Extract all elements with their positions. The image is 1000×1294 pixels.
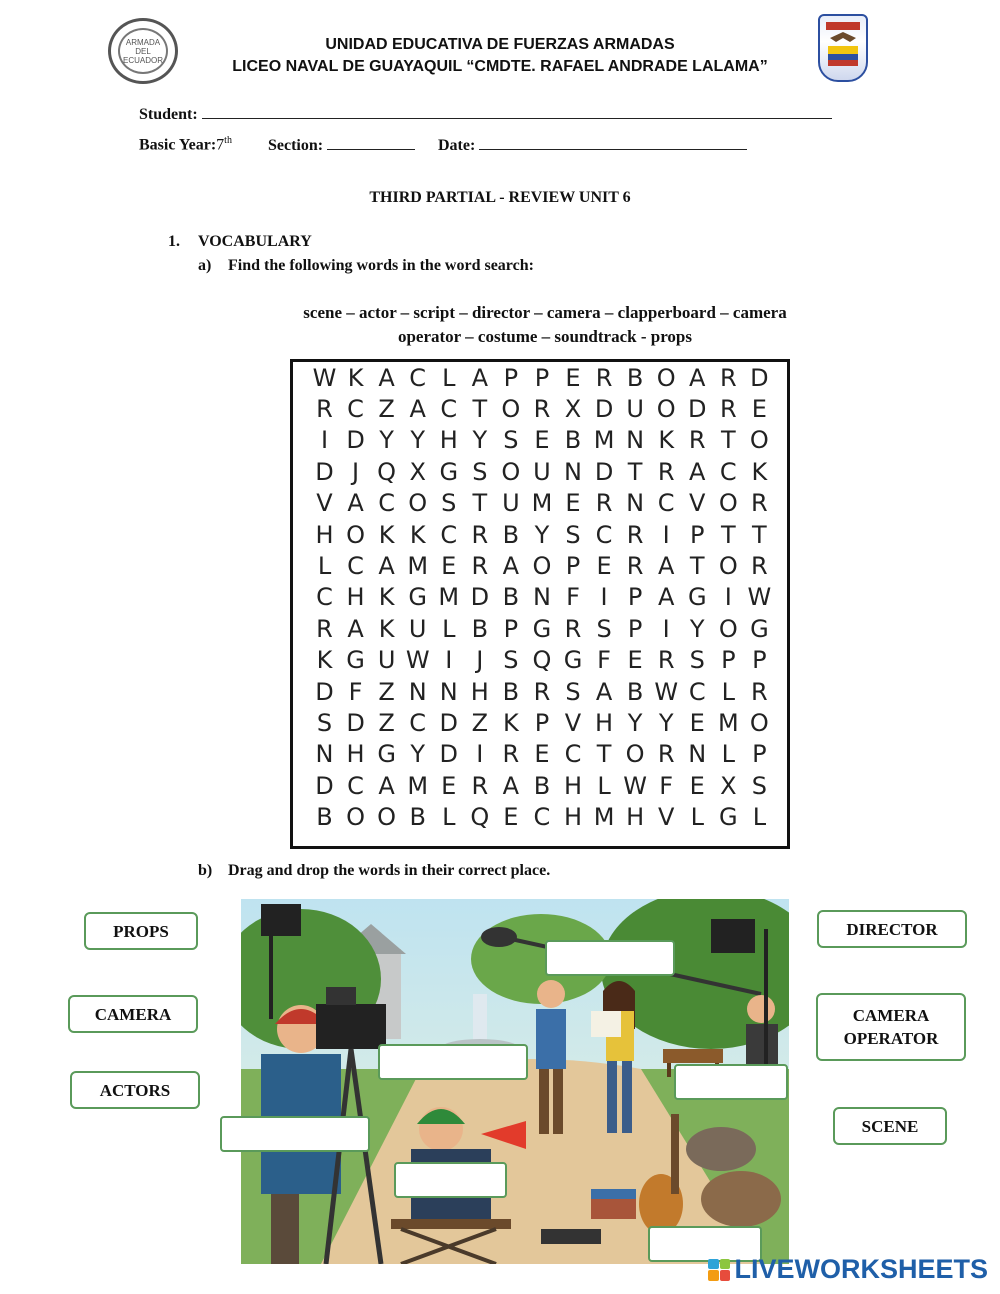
word-search-letter[interactable]: D xyxy=(315,771,334,800)
word-search-letter[interactable]: G xyxy=(346,646,365,675)
word-search-grid[interactable] xyxy=(290,359,790,849)
word-search-letter[interactable]: E xyxy=(503,803,519,832)
word-search-letter[interactable]: E xyxy=(689,708,705,737)
word-search-letter[interactable]: F xyxy=(659,771,674,800)
word-search-letter[interactable]: W xyxy=(312,363,337,392)
word-search-letter[interactable]: K xyxy=(316,646,333,675)
word-search-letter[interactable]: Y xyxy=(410,740,426,769)
school-name-line2: LICEO NAVAL DE GUAYAQUIL “CMDTE. RAFAEL ANDRADE LALAMA” xyxy=(232,58,768,75)
word-search-letter[interactable]: D xyxy=(315,457,334,486)
basic-year-label: Basic Year: xyxy=(139,136,217,154)
word-search-letter[interactable]: L xyxy=(317,552,332,581)
word-search-letter[interactable]: T xyxy=(752,520,767,549)
word-search-letter[interactable]: D xyxy=(688,395,707,424)
word-search-letter[interactable]: H xyxy=(563,771,583,800)
word-search-letter[interactable]: Y xyxy=(627,708,643,737)
word-search-row xyxy=(293,519,787,550)
word-search-row xyxy=(293,582,787,613)
word-search-letter[interactable]: C xyxy=(347,395,364,424)
crest-icon xyxy=(820,16,866,80)
word-search-letter[interactable]: C xyxy=(347,771,364,800)
word-search-letter[interactable]: R xyxy=(471,520,489,549)
word-search-letter[interactable]: N xyxy=(626,489,645,518)
school-crest-logo xyxy=(818,14,868,82)
word-search-letter[interactable]: H xyxy=(563,803,583,832)
section-number: 1. xyxy=(168,233,180,250)
word-search-letter[interactable]: G xyxy=(750,614,769,643)
word-search-letter[interactable]: H xyxy=(470,677,489,706)
date-field xyxy=(438,135,747,155)
word-search-letter[interactable]: H xyxy=(439,426,458,455)
word-search-letter[interactable]: O xyxy=(749,426,769,455)
word-search-letter[interactable]: R xyxy=(533,677,551,706)
word-search-letter[interactable]: W xyxy=(747,583,772,612)
word-search-row xyxy=(293,488,787,519)
word-search-letter[interactable]: C xyxy=(688,677,706,706)
word-search-letter[interactable]: R xyxy=(657,646,675,675)
word-search-letter[interactable]: O xyxy=(656,363,676,392)
word-search-row xyxy=(293,707,787,738)
drag-label-camera[interactable]: CAMERA xyxy=(68,995,198,1033)
word-search-letter[interactable]: R xyxy=(688,426,706,455)
page-title: THIRD PARTIAL - REVIEW UNIT 6 xyxy=(369,189,631,206)
word-search-letter[interactable]: L xyxy=(442,363,456,392)
word-search-letter[interactable]: N xyxy=(439,677,458,706)
word-search-letter[interactable]: C xyxy=(440,520,458,549)
word-search-letter[interactable]: G xyxy=(377,740,396,769)
word-search-letter[interactable]: Y xyxy=(689,614,705,643)
student-field xyxy=(139,104,832,124)
word-search-letter[interactable]: P xyxy=(503,363,519,392)
word-search-letter[interactable]: E xyxy=(751,395,767,424)
word-search-letter[interactable]: R xyxy=(316,395,333,424)
word-search-letter[interactable]: E xyxy=(565,363,581,392)
word-search-letter[interactable]: S xyxy=(689,646,705,675)
word-search-letter[interactable]: R xyxy=(502,740,520,769)
word-search-letter[interactable]: S xyxy=(751,771,767,800)
word-search-letter[interactable]: X xyxy=(720,771,737,800)
word-search-letter[interactable]: D xyxy=(750,363,769,392)
word-search-letter[interactable]: U xyxy=(377,646,396,675)
word-search-letter[interactable]: M xyxy=(438,583,460,612)
word-search-letter[interactable]: K xyxy=(409,520,426,549)
word-search-letter[interactable]: R xyxy=(719,363,737,392)
word-search-letter[interactable]: Y xyxy=(410,426,426,455)
drop-box-4[interactable] xyxy=(220,1116,370,1152)
word-search-letter[interactable]: B xyxy=(626,677,644,706)
word-search-row xyxy=(293,456,787,487)
word-search-letter[interactable]: L xyxy=(442,614,456,643)
word-search-letter[interactable]: J xyxy=(476,646,484,675)
word-search-letter[interactable]: V xyxy=(564,708,582,737)
word-search-letter[interactable]: B xyxy=(502,583,520,612)
word-search-letter[interactable]: T xyxy=(472,395,488,424)
word-search-letter[interactable]: D xyxy=(594,457,614,486)
word-search-letter[interactable]: D xyxy=(594,395,614,424)
word-search-letter[interactable]: O xyxy=(625,740,645,769)
student-name-blank[interactable] xyxy=(202,104,832,119)
word-search-letter[interactable]: Z xyxy=(378,677,395,706)
word-search-letter[interactable]: A xyxy=(409,395,426,424)
word-search-letter[interactable]: H xyxy=(346,740,365,769)
word-search-letter[interactable]: B xyxy=(502,520,520,549)
word-search-letter[interactable]: S xyxy=(503,646,519,675)
drop-box-3[interactable] xyxy=(674,1064,788,1100)
word-search-letter[interactable]: R xyxy=(316,614,333,643)
word-search-letter[interactable]: M xyxy=(407,771,429,800)
word-search-letter[interactable]: R xyxy=(751,552,768,581)
word-search-letter[interactable]: E xyxy=(565,489,581,518)
word-search-letter[interactable]: E xyxy=(596,552,612,581)
word-list-line1: scene – actor – script – director – camera – clapperboard – camera xyxy=(303,303,787,322)
word-search-letter[interactable]: H xyxy=(315,520,334,549)
word-search-letter[interactable]: R xyxy=(533,395,551,424)
word-search-letter[interactable]: E xyxy=(441,771,457,800)
word-search-letter[interactable]: I xyxy=(662,614,670,643)
word-search-letter[interactable]: U xyxy=(626,395,644,424)
word-search-letter[interactable]: C xyxy=(595,520,613,549)
word-search-letter[interactable]: R xyxy=(626,552,644,581)
word-search-letter[interactable]: O xyxy=(656,395,676,424)
word-search-letter[interactable]: D xyxy=(470,583,490,612)
word-search-letter[interactable]: T xyxy=(720,426,736,455)
word-search-letter[interactable]: A xyxy=(657,583,675,612)
word-search-letter[interactable]: Y xyxy=(472,426,488,455)
word-search-letter[interactable]: B xyxy=(626,363,644,392)
basic-year-suffix: th xyxy=(224,135,232,146)
word-search-letter[interactable]: X xyxy=(564,395,582,424)
date-label: Date: xyxy=(438,137,476,154)
word-search-letter[interactable]: R xyxy=(595,363,613,392)
liveworksheets-icon xyxy=(708,1259,730,1281)
word-search-letter[interactable]: W xyxy=(405,646,430,675)
word-search-letter[interactable]: S xyxy=(596,614,612,643)
liveworksheets-logo[interactable] xyxy=(708,1254,988,1285)
word-search-letter[interactable]: C xyxy=(409,708,427,737)
word-search-letter[interactable]: N xyxy=(315,740,334,769)
word-search-row xyxy=(293,676,787,707)
part-a-letter: a) xyxy=(198,257,212,274)
word-search-letter[interactable]: S xyxy=(441,489,457,518)
word-search-letter[interactable]: P xyxy=(565,552,581,581)
word-search-letter[interactable]: W xyxy=(654,677,679,706)
word-search-letter[interactable]: A xyxy=(502,552,520,581)
word-search-letter[interactable]: T xyxy=(472,489,488,518)
word-search-letter[interactable]: Q xyxy=(470,803,490,832)
word-search-row xyxy=(293,393,787,424)
word-search-letter[interactable]: A xyxy=(378,363,395,392)
word-search-letter[interactable]: K xyxy=(378,583,395,612)
word-search-letter[interactable]: C xyxy=(409,363,427,392)
word-search-letter[interactable]: O xyxy=(749,708,769,737)
word-search-letter[interactable]: A xyxy=(657,552,675,581)
word-search-letter[interactable]: I xyxy=(662,520,670,549)
word-search-letter[interactable]: Y xyxy=(534,520,550,549)
word-search-letter[interactable]: F xyxy=(597,646,611,675)
word-search-letter[interactable]: R xyxy=(471,771,489,800)
word-search-letter[interactable]: I xyxy=(445,646,453,675)
word-search-letter[interactable]: B xyxy=(409,803,426,832)
word-search-letter[interactable]: S xyxy=(565,520,581,549)
word-search-letter[interactable]: A xyxy=(689,457,706,486)
word-search-letter[interactable]: R xyxy=(471,552,489,581)
word-search-letter[interactable]: O xyxy=(346,520,365,549)
word-search-letter[interactable]: F xyxy=(348,677,363,706)
word-search-letter[interactable]: O xyxy=(718,552,738,581)
word-search-letter[interactable]: M xyxy=(531,489,553,518)
word-search-letter[interactable]: P xyxy=(627,583,643,612)
word-search-letter[interactable]: S xyxy=(472,457,488,486)
section-heading: VOCABULARY xyxy=(198,233,312,250)
drag-label-scene[interactable]: SCENE xyxy=(833,1107,947,1145)
word-search-letter[interactable]: O xyxy=(501,395,521,424)
seal-text: ARMADA DEL ECUADOR xyxy=(118,28,168,74)
word-search-letter[interactable]: E xyxy=(441,552,457,581)
word-search-letter[interactable]: J xyxy=(352,457,360,486)
word-search-letter[interactable]: O xyxy=(346,803,365,832)
word-search-letter[interactable]: Z xyxy=(378,708,395,737)
student-label: Student: xyxy=(139,106,198,123)
word-search-letter[interactable]: O xyxy=(718,489,738,518)
word-search-letter[interactable]: C xyxy=(657,489,675,518)
word-search-letter[interactable]: B xyxy=(471,614,489,643)
part-a-instruction: Find the following words in the word search: xyxy=(228,257,534,274)
word-search-letter[interactable]: B xyxy=(533,771,551,800)
word-search-row xyxy=(293,801,787,832)
word-search-letter[interactable]: L xyxy=(442,803,456,832)
word-search-letter[interactable]: T xyxy=(720,520,736,549)
camera-operator-line2: OPERATOR xyxy=(843,1029,939,1048)
word-search-letter[interactable]: G xyxy=(719,803,738,832)
word-search-letter[interactable]: S xyxy=(503,426,519,455)
word-search-letter[interactable]: I xyxy=(724,583,732,612)
part-b-instruction: Drag and drop the words in their correct place. xyxy=(228,862,551,879)
word-search-letter[interactable]: Q xyxy=(532,646,552,675)
word-search-letter[interactable]: W xyxy=(623,771,647,800)
word-search-letter[interactable]: P xyxy=(627,614,643,643)
word-search-letter[interactable]: R xyxy=(657,457,675,486)
word-search-letter[interactable]: R xyxy=(751,489,768,518)
word-search-letter[interactable]: D xyxy=(315,677,334,706)
drag-label-director[interactable]: DIRECTOR xyxy=(817,910,967,948)
drop-box-2[interactable] xyxy=(378,1044,528,1080)
word-search-letter[interactable]: X xyxy=(409,457,426,486)
word-search-letter[interactable]: M xyxy=(593,803,615,832)
word-search-letter[interactable]: T xyxy=(627,457,643,486)
word-search-letter[interactable]: H xyxy=(595,708,614,737)
word-search-letter[interactable]: E xyxy=(689,771,705,800)
word-search-letter[interactable]: A xyxy=(689,363,706,392)
word-search-letter[interactable]: E xyxy=(627,646,643,675)
logo-text: LIVEWORKSHEETS xyxy=(734,1254,988,1284)
part-b-letter: b) xyxy=(198,862,213,879)
word-search-row xyxy=(293,770,787,801)
word-search-letter[interactable]: Q xyxy=(377,457,397,486)
word-search-letter[interactable]: V xyxy=(657,803,675,832)
word-search-letter[interactable]: R xyxy=(657,740,675,769)
word-search-letter[interactable]: N xyxy=(688,740,707,769)
drag-label-actors[interactable]: ACTORS xyxy=(70,1071,200,1109)
word-search-letter[interactable]: U xyxy=(502,489,520,518)
word-search-letter[interactable]: V xyxy=(689,489,706,518)
word-search-row xyxy=(293,550,787,581)
word-search-letter[interactable]: K xyxy=(503,708,519,737)
word-search-letter[interactable]: P xyxy=(503,614,519,643)
word-search-letter[interactable]: O xyxy=(718,614,738,643)
word-search-letter[interactable]: N xyxy=(532,583,551,612)
word-search-letter[interactable]: K xyxy=(378,520,395,549)
date-blank[interactable] xyxy=(479,135,747,150)
word-search-letter[interactable]: A xyxy=(347,489,364,518)
word-search-letter[interactable]: A xyxy=(378,552,395,581)
word-search-letter[interactable]: G xyxy=(687,583,707,612)
word-search-letter[interactable]: H xyxy=(346,583,365,612)
section-field xyxy=(268,135,415,155)
drag-label-camera-operator[interactable] xyxy=(816,993,966,1061)
word-search-letter[interactable]: I xyxy=(320,426,329,455)
word-search-letter[interactable]: G xyxy=(408,583,427,612)
word-search-letter[interactable]: L xyxy=(597,771,611,800)
word-search-letter[interactable]: R xyxy=(564,614,582,643)
word-search-letter[interactable]: A xyxy=(595,677,613,706)
word-search-letter[interactable]: B xyxy=(502,677,520,706)
word-search-letter[interactable]: S xyxy=(316,708,333,737)
word-search-letter[interactable]: C xyxy=(347,552,364,581)
word-search-letter[interactable]: N xyxy=(626,426,645,455)
word-search-letter[interactable]: S xyxy=(565,677,581,706)
basic-year-field xyxy=(139,135,232,154)
section-label: Section: xyxy=(268,137,324,154)
word-search-letter[interactable]: T xyxy=(596,740,612,769)
word-search-letter[interactable]: V xyxy=(316,489,333,518)
word-search-letter[interactable]: H xyxy=(626,803,645,832)
word-search-letter[interactable]: C xyxy=(719,457,737,486)
section-blank[interactable] xyxy=(327,135,415,150)
word-search-letter[interactable]: O xyxy=(377,803,397,832)
word-search-letter[interactable]: K xyxy=(347,363,364,392)
word-search-letter[interactable]: Z xyxy=(378,395,395,424)
drop-box-5[interactable] xyxy=(394,1162,507,1198)
word-search-letter[interactable]: B xyxy=(564,426,582,455)
word-search-row xyxy=(293,739,787,770)
word-search-letter[interactable]: P xyxy=(534,363,550,392)
word-search-letter[interactable]: Y xyxy=(658,708,674,737)
word-search-letter[interactable]: K xyxy=(751,457,768,486)
word-search-letter[interactable]: U xyxy=(533,457,551,486)
word-search-letter[interactable]: N xyxy=(408,677,427,706)
camera-operator-line1: CAMERA xyxy=(852,1006,930,1025)
word-search-letter[interactable]: E xyxy=(534,426,550,455)
word-search-letter[interactable]: O xyxy=(501,457,521,486)
drag-label-props[interactable]: PROPS xyxy=(84,912,198,950)
school-name-line1: UNIDAD EDUCATIVA DE FUERZAS ARMADAS xyxy=(325,36,675,53)
word-search-letter[interactable]: Y xyxy=(379,426,394,455)
word-search-row xyxy=(293,645,787,676)
word-search-letter[interactable]: A xyxy=(471,363,489,392)
word-search-letter[interactable]: U xyxy=(408,614,427,643)
word-search-letter[interactable]: C xyxy=(533,803,551,832)
word-search-letter[interactable]: C xyxy=(440,395,458,424)
word-search-letter[interactable]: P xyxy=(721,646,736,675)
word-search-letter[interactable]: Z xyxy=(471,708,489,737)
word-search-letter[interactable]: B xyxy=(316,803,333,832)
word-search-letter[interactable]: C xyxy=(316,583,333,612)
word-search-letter[interactable]: P xyxy=(752,646,767,675)
word-search-letter[interactable]: I xyxy=(476,740,484,769)
word-search-letter[interactable]: C xyxy=(378,489,395,518)
word-search-letter[interactable]: N xyxy=(564,457,582,486)
word-search-letter[interactable]: P xyxy=(690,520,705,549)
word-search-letter[interactable]: T xyxy=(689,552,705,581)
word-search-row xyxy=(293,425,787,456)
word-search-letter[interactable]: G xyxy=(532,614,552,643)
word-search-letter[interactable]: L xyxy=(690,803,704,832)
word-search-letter[interactable]: R xyxy=(719,395,737,424)
drop-box-1[interactable] xyxy=(545,940,675,976)
word-search-letter[interactable]: I xyxy=(600,583,608,612)
word-search-letter[interactable]: D xyxy=(439,740,458,769)
word-search-letter[interactable]: R xyxy=(751,677,768,706)
word-search-letter[interactable]: L xyxy=(752,803,767,832)
word-search-letter[interactable]: P xyxy=(752,740,767,769)
word-search-letter[interactable]: E xyxy=(534,740,550,769)
word-search-letter[interactable]: D xyxy=(346,426,365,455)
word-search-letter[interactable]: M xyxy=(717,708,739,737)
word-search-letter[interactable]: R xyxy=(595,489,613,518)
word-search-letter[interactable]: A xyxy=(502,771,520,800)
word-search-row xyxy=(293,362,787,393)
word-search-letter[interactable]: L xyxy=(721,677,735,706)
word-search-row xyxy=(293,613,787,644)
word-search-letter[interactable]: M xyxy=(593,426,615,455)
word-search-letter[interactable]: K xyxy=(658,426,675,455)
word-search-letter[interactable]: G xyxy=(563,646,583,675)
word-search-letter[interactable]: L xyxy=(721,740,735,769)
word-search-letter[interactable]: M xyxy=(407,552,429,581)
word-search-letter[interactable]: O xyxy=(532,552,552,581)
word-search-letter[interactable]: P xyxy=(534,708,550,737)
word-list-line2: operator – costume – soundtrack - props xyxy=(397,327,693,346)
word-search-letter[interactable]: D xyxy=(439,708,458,737)
word-search-letter[interactable]: C xyxy=(564,740,582,769)
word-search-letter[interactable]: O xyxy=(408,489,428,518)
word-search-letter[interactable]: D xyxy=(346,708,365,737)
word-search-letter[interactable]: A xyxy=(347,614,364,643)
word-search-letter[interactable]: A xyxy=(378,771,395,800)
word-search-letter[interactable]: R xyxy=(626,520,644,549)
word-search-letter[interactable]: K xyxy=(378,614,395,643)
basic-year-value: 7 xyxy=(216,136,225,154)
word-search-letter[interactable]: F xyxy=(566,583,580,612)
word-search-letter[interactable]: G xyxy=(439,457,459,486)
